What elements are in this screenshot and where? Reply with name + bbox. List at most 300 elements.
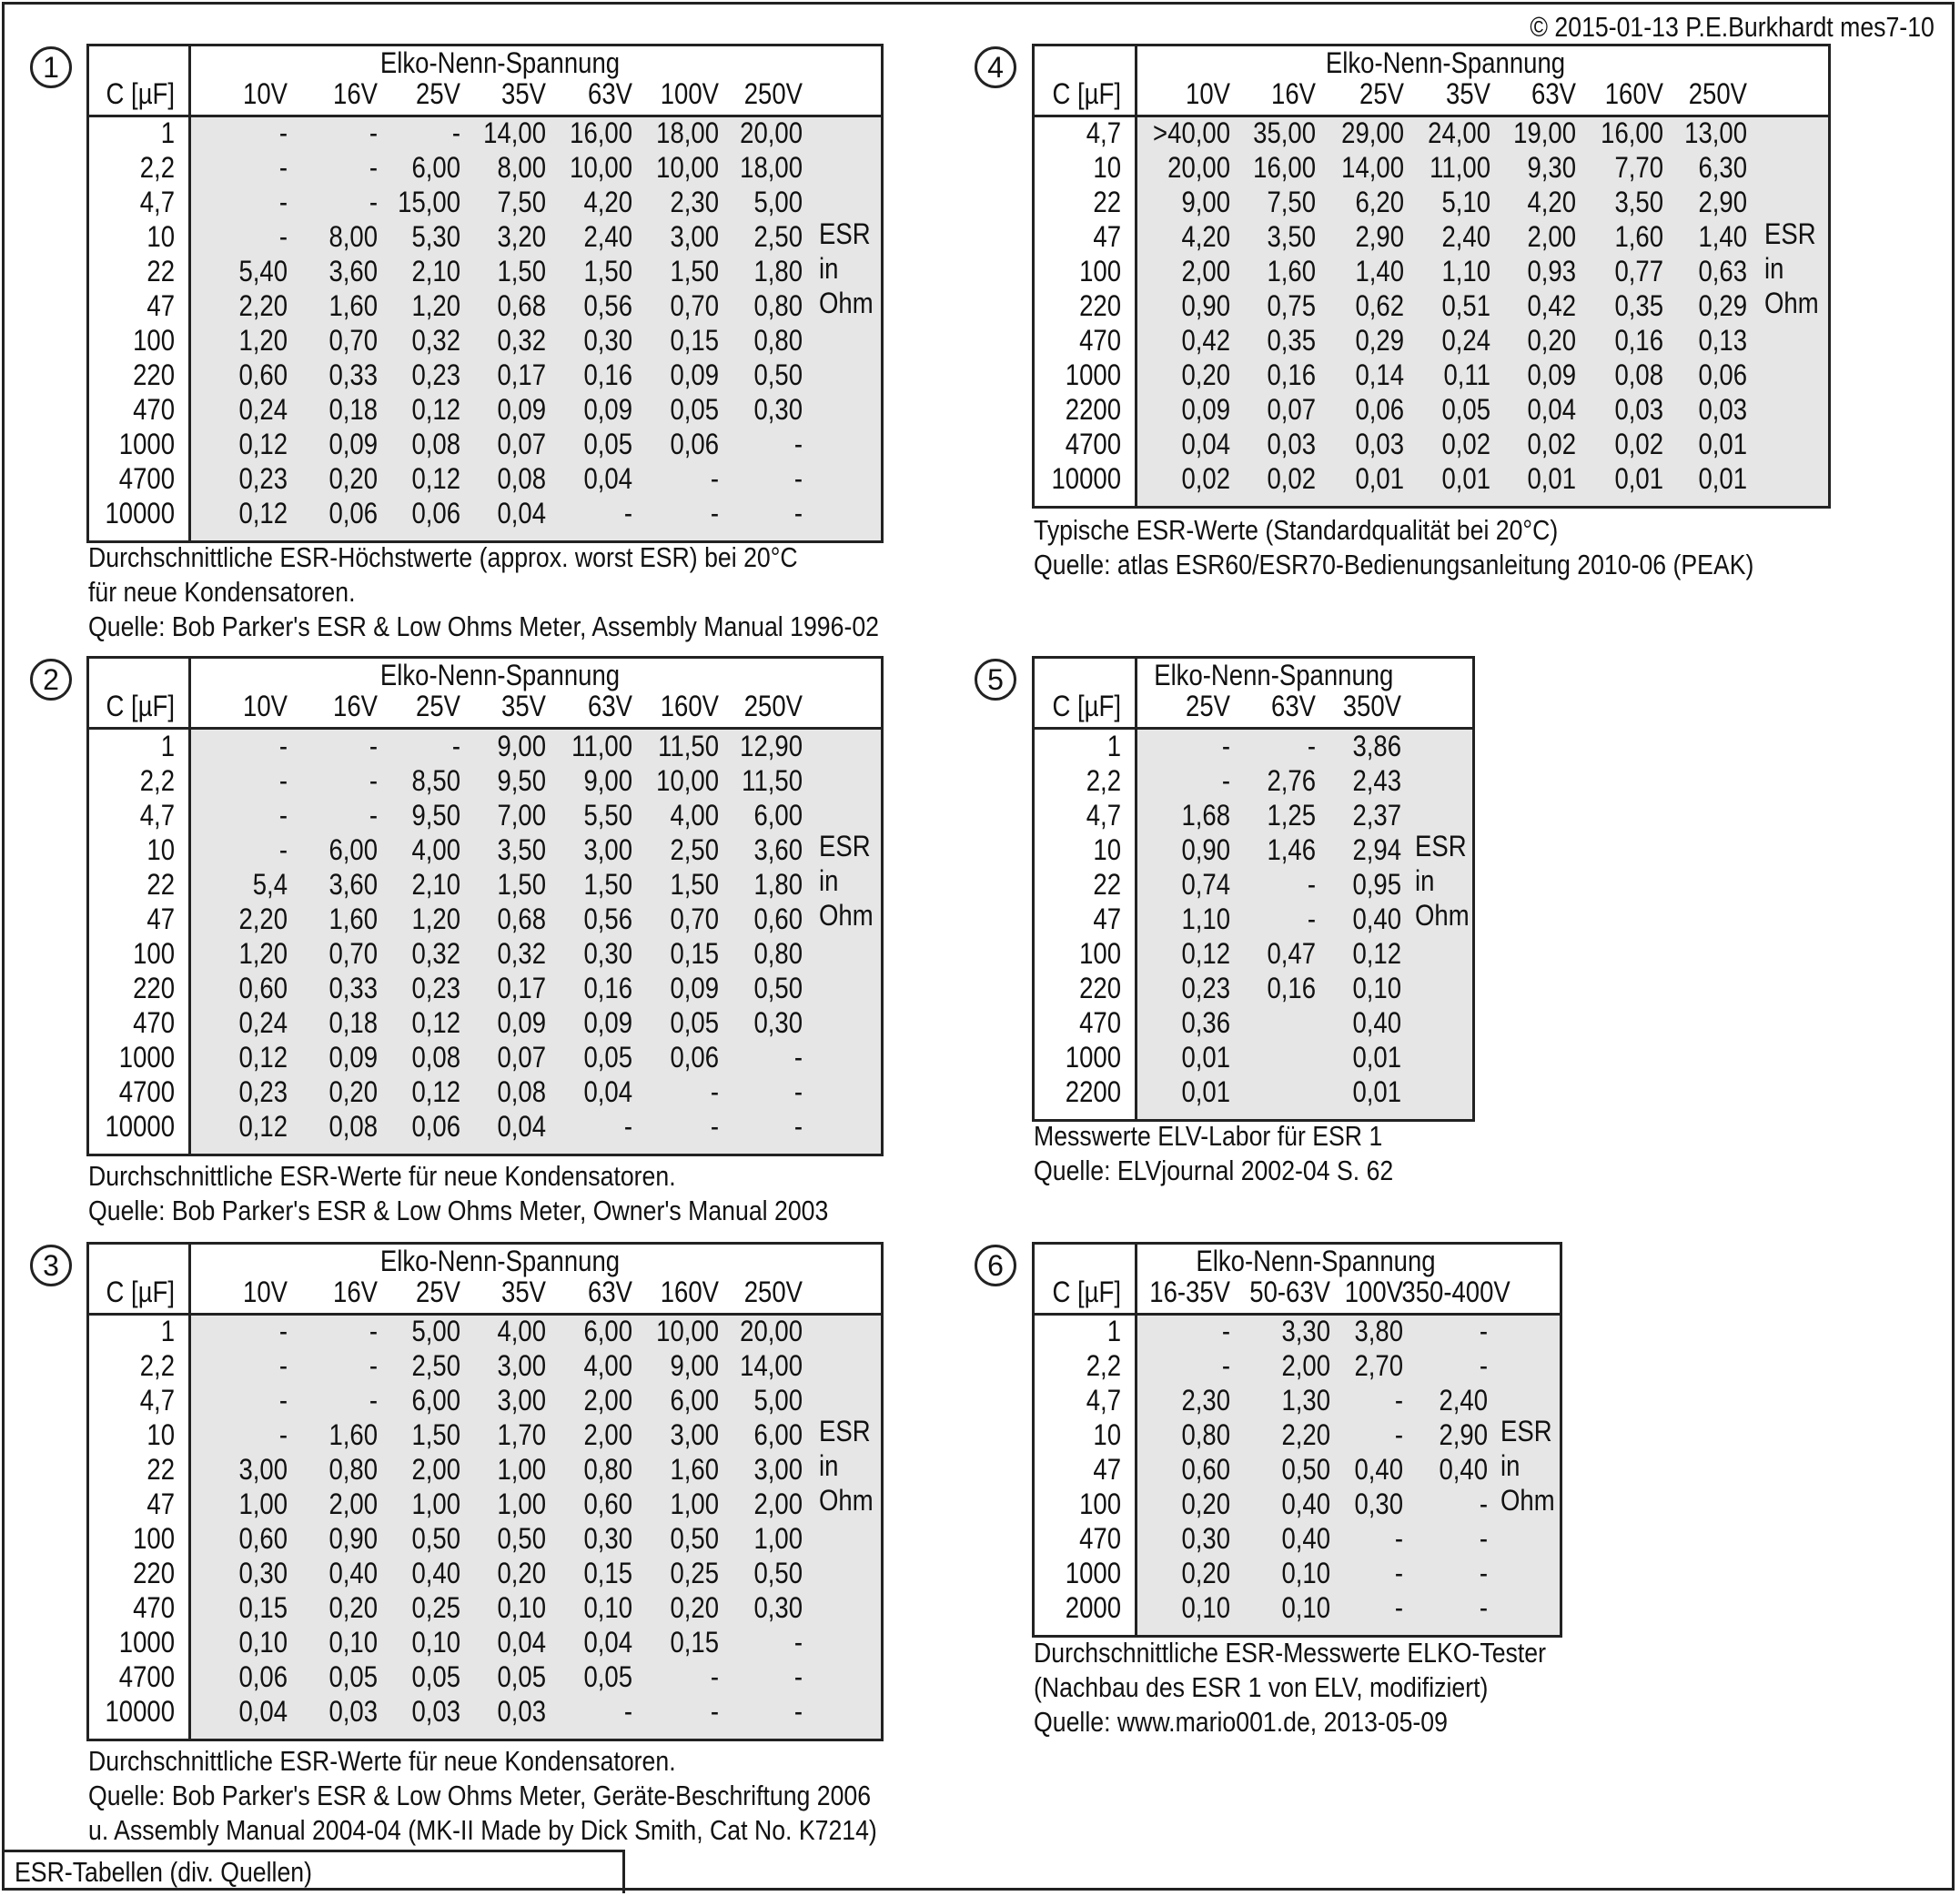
capacitance-cell: 100 bbox=[1079, 937, 1121, 970]
voltage-column-header: 50-63V bbox=[1249, 1276, 1330, 1308]
esr-value-cell: 0,06 bbox=[1698, 358, 1747, 391]
esr-value-cell: 0,18 bbox=[328, 393, 378, 426]
esr-value-cell: 1,46 bbox=[1267, 833, 1316, 866]
esr-value-cell: 1,00 bbox=[670, 1488, 719, 1520]
capacitance-cell: 1000 bbox=[118, 428, 175, 460]
esr-value-cell: - bbox=[369, 1315, 378, 1347]
esr-value-cell: 2,00 bbox=[583, 1384, 632, 1417]
esr-value-cell: 4,20 bbox=[583, 186, 632, 218]
esr-value-cell: - bbox=[278, 116, 288, 149]
unit-label: ESR bbox=[1764, 217, 1816, 250]
capacitance-cell: 2,2 bbox=[139, 1349, 175, 1382]
voltage-column-header: 16V bbox=[333, 690, 378, 722]
esr-value-cell: 0,30 bbox=[1354, 1488, 1403, 1520]
unit-label: in bbox=[1500, 1449, 1521, 1482]
esr-value-cell: 1,80 bbox=[753, 255, 803, 287]
esr-value-cell: 1,50 bbox=[670, 255, 719, 287]
esr-value-cell: 1,20 bbox=[411, 289, 460, 322]
voltage-column-header: 100V bbox=[660, 77, 719, 110]
esr-value-cell: 3,50 bbox=[1267, 220, 1316, 253]
esr-value-cell: 16,00 bbox=[1601, 116, 1663, 149]
esr-value-cell: 0,68 bbox=[497, 903, 546, 935]
esr-value-cell: 0,20 bbox=[1181, 1488, 1230, 1520]
esr-value-cell: - bbox=[278, 1384, 288, 1417]
esr-value-cell: 3,00 bbox=[497, 1384, 546, 1417]
esr-value-cell: 3,00 bbox=[238, 1453, 288, 1486]
esr-value-cell: 0,42 bbox=[1527, 289, 1576, 322]
voltage-column-header: 10V bbox=[1186, 77, 1230, 110]
esr-value-cell: 7,50 bbox=[1267, 186, 1316, 218]
esr-value-cell: 0,05 bbox=[670, 1006, 719, 1039]
voltage-group-header: Elko-Nenn-Spannung bbox=[1196, 1245, 1436, 1277]
capacitance-cell: 4,7 bbox=[1086, 799, 1121, 832]
esr-value-cell: 0,01 bbox=[1352, 1041, 1401, 1074]
capacitance-cell: 10 bbox=[1093, 151, 1121, 184]
capacitance-cell: 1000 bbox=[118, 1626, 175, 1659]
esr-value-cell: 0,12 bbox=[1181, 937, 1230, 970]
capacitance-cell: 2,2 bbox=[1086, 1349, 1121, 1382]
esr-value-cell: 0,09 bbox=[328, 428, 378, 460]
esr-value-cell: 9,50 bbox=[411, 799, 460, 832]
esr-value-cell: 0,08 bbox=[328, 1110, 378, 1143]
esr-value-cell: 0,06 bbox=[238, 1660, 288, 1693]
esr-value-cell: 1,30 bbox=[1281, 1384, 1330, 1417]
esr-value-cell: 0,40 bbox=[1281, 1522, 1330, 1555]
esr-value-cell: 1,00 bbox=[411, 1488, 460, 1520]
capacitance-cell: 4,7 bbox=[139, 186, 175, 218]
esr-value-cell: 3,50 bbox=[497, 833, 546, 866]
esr-value-cell: 0,03 bbox=[411, 1695, 460, 1728]
capacitance-cell: 4,7 bbox=[1086, 1384, 1121, 1417]
esr-value-cell: 1,60 bbox=[1614, 220, 1663, 253]
esr-value-cell: 0,74 bbox=[1181, 868, 1230, 901]
esr-value-cell: - bbox=[1479, 1557, 1488, 1589]
esr-value-cell: 0,14 bbox=[1355, 358, 1404, 391]
capacitance-cell: 4700 bbox=[118, 1075, 175, 1108]
table-number-badge: 4 bbox=[975, 46, 1016, 88]
capacitance-cell: 4,7 bbox=[1086, 116, 1121, 149]
capacitance-column-header: C [µF] bbox=[1052, 690, 1121, 722]
esr-value-cell: 0,25 bbox=[670, 1557, 719, 1589]
esr-value-cell: - bbox=[369, 116, 378, 149]
unit-label: in bbox=[1415, 864, 1435, 897]
esr-value-cell: 0,20 bbox=[670, 1591, 719, 1624]
esr-value-cell: - bbox=[1307, 903, 1316, 935]
esr-value-cell: 4,00 bbox=[497, 1315, 546, 1347]
capacitance-cell: 2,2 bbox=[139, 151, 175, 184]
voltage-column-header: 25V bbox=[1359, 77, 1404, 110]
esr-value-cell: 0,23 bbox=[1181, 972, 1230, 1004]
esr-value-cell: 0,06 bbox=[411, 497, 460, 529]
capacitance-cell: 4700 bbox=[118, 462, 175, 495]
esr-value-cell: 2,00 bbox=[1527, 220, 1576, 253]
table-caption-line: Quelle: Bob Parker's ESR & Low Ohms Meter, Geräte-Beschriftung 2006 bbox=[88, 1780, 872, 1811]
esr-value-cell: - bbox=[1479, 1591, 1488, 1624]
esr-value-cell: 0,15 bbox=[238, 1591, 288, 1624]
esr-value-cell: 0,70 bbox=[670, 289, 719, 322]
capacitance-cell: 22 bbox=[1093, 186, 1121, 218]
capacitance-cell: 47 bbox=[1093, 220, 1121, 253]
esr-value-cell: 2,90 bbox=[1355, 220, 1404, 253]
esr-value-cell: 2,30 bbox=[1181, 1384, 1230, 1417]
esr-value-cell: 0,05 bbox=[411, 1660, 460, 1693]
esr-value-cell: - bbox=[451, 730, 460, 762]
capacitance-cell: 1000 bbox=[1065, 358, 1121, 391]
esr-value-cell: 8,50 bbox=[411, 764, 460, 797]
esr-value-cell: 4,20 bbox=[1527, 186, 1576, 218]
esr-value-cell: 1,50 bbox=[497, 255, 546, 287]
esr-value-cell: 1,60 bbox=[328, 903, 378, 935]
esr-value-cell: 0,63 bbox=[1698, 255, 1747, 287]
voltage-column-header: 16V bbox=[1271, 77, 1316, 110]
table-number-badge: 3 bbox=[30, 1245, 72, 1286]
esr-value-cell: 6,00 bbox=[328, 833, 378, 866]
esr-value-cell: 0,20 bbox=[328, 1591, 378, 1624]
esr-value-cell: 0,07 bbox=[1267, 393, 1316, 426]
esr-value-cell: 0,23 bbox=[411, 972, 460, 1004]
esr-value-cell: 2,50 bbox=[411, 1349, 460, 1382]
esr-value-cell: 24,00 bbox=[1428, 116, 1490, 149]
esr-value-cell: 4,20 bbox=[1181, 220, 1230, 253]
esr-value-cell: - bbox=[278, 1418, 288, 1451]
esr-value-cell: - bbox=[1221, 730, 1230, 762]
footer-title-box bbox=[2, 1850, 625, 1893]
esr-value-cell: 0,90 bbox=[328, 1522, 378, 1555]
esr-value-cell: 0,05 bbox=[1441, 393, 1490, 426]
unit-label: ESR bbox=[819, 217, 871, 250]
esr-value-cell: 1,50 bbox=[583, 868, 632, 901]
esr-value-cell: 0,80 bbox=[753, 324, 803, 357]
capacitance-cell: 10 bbox=[1093, 833, 1121, 866]
esr-value-cell: 0,80 bbox=[328, 1453, 378, 1486]
esr-value-cell: 0,04 bbox=[583, 1075, 632, 1108]
esr-value-cell: - bbox=[1394, 1591, 1403, 1624]
esr-value-cell: 9,00 bbox=[497, 730, 546, 762]
capacitance-cell: 22 bbox=[146, 255, 175, 287]
esr-value-cell: 0,03 bbox=[1698, 393, 1747, 426]
esr-value-cell: 0,10 bbox=[1181, 1591, 1230, 1624]
esr-value-cell: 0,12 bbox=[238, 1041, 288, 1074]
esr-value-cell: 0,60 bbox=[238, 358, 288, 391]
esr-value-cell: 0,04 bbox=[1527, 393, 1576, 426]
esr-value-cell: - bbox=[1394, 1418, 1403, 1451]
esr-value-cell: 0,30 bbox=[753, 1006, 803, 1039]
esr-value-cell: 0,09 bbox=[1527, 358, 1576, 391]
esr-value-cell: 0,05 bbox=[497, 1660, 546, 1693]
esr-value-cell: 1,80 bbox=[753, 868, 803, 901]
esr-value-cell: 0,09 bbox=[583, 393, 632, 426]
capacitance-cell: 220 bbox=[133, 1557, 175, 1589]
esr-value-cell: 2,00 bbox=[328, 1488, 378, 1520]
esr-value-cell: 0,16 bbox=[1267, 358, 1316, 391]
esr-value-cell: 1,50 bbox=[411, 1418, 460, 1451]
esr-value-cell: 0,20 bbox=[1181, 1557, 1230, 1589]
voltage-column-header: 25V bbox=[1186, 690, 1230, 722]
esr-value-cell: 1,68 bbox=[1181, 799, 1230, 832]
esr-value-cell: 1,60 bbox=[1267, 255, 1316, 287]
esr-value-cell: 0,40 bbox=[1281, 1488, 1330, 1520]
esr-value-cell: 0,10 bbox=[411, 1626, 460, 1659]
esr-value-cell: 2,10 bbox=[411, 255, 460, 287]
esr-value-cell: 0,42 bbox=[1181, 324, 1230, 357]
voltage-column-header: 25V bbox=[416, 77, 460, 110]
esr-value-cell: 0,02 bbox=[1614, 428, 1663, 460]
esr-value-cell: 0,02 bbox=[1441, 428, 1490, 460]
esr-value-cell: 9,00 bbox=[583, 764, 632, 797]
esr-value-cell: 0,03 bbox=[1614, 393, 1663, 426]
voltage-column-header: 350-400V bbox=[1401, 1276, 1510, 1308]
voltage-column-header: 160V bbox=[660, 690, 719, 722]
esr-value-cell: 0,13 bbox=[1698, 324, 1747, 357]
esr-value-cell: - bbox=[451, 116, 460, 149]
esr-value-cell: 0,09 bbox=[670, 358, 719, 391]
esr-value-cell: 0,50 bbox=[753, 972, 803, 1004]
capacitance-cell: 10000 bbox=[105, 497, 175, 529]
esr-value-cell: 2,00 bbox=[411, 1453, 460, 1486]
esr-value-cell: 2,37 bbox=[1352, 799, 1401, 832]
esr-value-cell: 0,50 bbox=[411, 1522, 460, 1555]
esr-value-cell: 0,50 bbox=[1281, 1453, 1330, 1486]
esr-value-cell: 0,32 bbox=[497, 324, 546, 357]
esr-value-cell: 11,00 bbox=[571, 730, 632, 762]
table-caption-line: u. Assembly Manual 2004-04 (MK-II Made by Dick Smith, Cat No. K7214) bbox=[88, 1814, 877, 1846]
capacitance-cell: 1 bbox=[1106, 730, 1121, 762]
table-number-badge: 6 bbox=[975, 1245, 1016, 1286]
esr-value-cell: 0,50 bbox=[753, 358, 803, 391]
esr-value-cell: 11,50 bbox=[742, 764, 803, 797]
esr-value-cell: - bbox=[793, 1695, 803, 1728]
voltage-column-header: 16-35V bbox=[1149, 1276, 1230, 1308]
esr-value-cell: 29,00 bbox=[1341, 116, 1404, 149]
esr-value-cell: 0,60 bbox=[238, 1522, 288, 1555]
esr-value-cell: 0,30 bbox=[238, 1557, 288, 1589]
esr-value-cell: 0,35 bbox=[1614, 289, 1663, 322]
voltage-group-header: Elko-Nenn-Spannung bbox=[1154, 659, 1394, 691]
esr-value-cell: - bbox=[1221, 764, 1230, 797]
esr-value-cell: 0,10 bbox=[238, 1626, 288, 1659]
esr-value-cell: 1,00 bbox=[497, 1453, 546, 1486]
unit-label: Ohm bbox=[1415, 899, 1470, 932]
esr-value-cell: - bbox=[278, 764, 288, 797]
esr-value-cell: 9,30 bbox=[1527, 151, 1576, 184]
esr-value-cell: 0,04 bbox=[238, 1695, 288, 1728]
esr-value-cell: 0,01 bbox=[1698, 428, 1747, 460]
esr-value-cell: 3,50 bbox=[1614, 186, 1663, 218]
esr-value-cell: 0,07 bbox=[497, 428, 546, 460]
esr-value-cell: 2,90 bbox=[1439, 1418, 1488, 1451]
esr-value-cell: 0,30 bbox=[583, 937, 632, 970]
esr-value-cell: 6,00 bbox=[583, 1315, 632, 1347]
esr-value-cell: 3,00 bbox=[583, 833, 632, 866]
esr-value-cell: 1,20 bbox=[411, 903, 460, 935]
esr-value-cell: 0,12 bbox=[411, 393, 460, 426]
table-number-badge: 1 bbox=[30, 46, 72, 88]
capacitance-cell: 470 bbox=[133, 393, 175, 426]
capacitance-cell: 10 bbox=[146, 1418, 175, 1451]
esr-value-cell: 5,4 bbox=[252, 868, 288, 901]
capacitance-cell: 47 bbox=[1093, 1453, 1121, 1486]
esr-value-cell: 19,00 bbox=[1513, 116, 1576, 149]
esr-value-cell: 0,62 bbox=[1355, 289, 1404, 322]
esr-value-cell: - bbox=[278, 833, 288, 866]
esr-value-cell: - bbox=[793, 497, 803, 529]
esr-value-cell: 0,03 bbox=[1355, 428, 1404, 460]
unit-label: in bbox=[819, 252, 839, 285]
esr-value-cell: 0,25 bbox=[411, 1591, 460, 1624]
esr-value-cell: 1,10 bbox=[1441, 255, 1490, 287]
esr-value-cell: - bbox=[623, 1695, 632, 1728]
esr-value-cell: 2,00 bbox=[583, 1418, 632, 1451]
esr-value-cell: 0,01 bbox=[1181, 1041, 1230, 1074]
capacitance-cell: 470 bbox=[133, 1591, 175, 1624]
esr-value-cell: 2,20 bbox=[238, 903, 288, 935]
esr-value-cell: 0,36 bbox=[1181, 1006, 1230, 1039]
esr-value-cell: 3,80 bbox=[1354, 1315, 1403, 1347]
voltage-column-header: 16V bbox=[333, 77, 378, 110]
esr-value-cell: 0,12 bbox=[1352, 937, 1401, 970]
voltage-column-header: 63V bbox=[1531, 77, 1576, 110]
esr-value-cell: 0,10 bbox=[1281, 1591, 1330, 1624]
esr-value-cell: 1,00 bbox=[753, 1522, 803, 1555]
esr-value-cell: 5,00 bbox=[753, 1384, 803, 1417]
esr-value-cell: 0,09 bbox=[328, 1041, 378, 1074]
esr-value-cell: 0,24 bbox=[238, 393, 288, 426]
esr-value-cell: 3,86 bbox=[1352, 730, 1401, 762]
esr-value-cell: 12,90 bbox=[740, 730, 803, 762]
esr-value-cell: 2,10 bbox=[411, 868, 460, 901]
esr-value-cell: - bbox=[710, 1695, 719, 1728]
unit-label: ESR bbox=[819, 1415, 871, 1447]
esr-value-cell: 1,70 bbox=[497, 1418, 546, 1451]
esr-value-cell: 3,60 bbox=[328, 868, 378, 901]
esr-value-cell: 0,23 bbox=[238, 1075, 288, 1108]
capacitance-cell: 220 bbox=[133, 358, 175, 391]
esr-value-cell: 2,90 bbox=[1698, 186, 1747, 218]
esr-value-cell: - bbox=[1479, 1522, 1488, 1555]
capacitance-cell: 22 bbox=[146, 1453, 175, 1486]
capacitance-cell: 4700 bbox=[118, 1660, 175, 1693]
esr-value-cell: 0,01 bbox=[1181, 1075, 1230, 1108]
esr-value-cell: 10,00 bbox=[656, 1315, 719, 1347]
esr-value-cell: - bbox=[278, 799, 288, 832]
capacitance-cell: 10000 bbox=[105, 1695, 175, 1728]
esr-value-cell: 3,00 bbox=[753, 1453, 803, 1486]
table-caption-line: für neue Kondensatoren. bbox=[88, 576, 356, 608]
esr-value-cell: 0,70 bbox=[328, 324, 378, 357]
voltage-column-header: 35V bbox=[501, 77, 546, 110]
capacitance-cell: 1000 bbox=[118, 1041, 175, 1074]
esr-value-cell: 0,09 bbox=[497, 1006, 546, 1039]
esr-value-cell: 5,30 bbox=[411, 220, 460, 253]
capacitance-cell: 4,7 bbox=[139, 1384, 175, 1417]
esr-value-cell: 5,00 bbox=[411, 1315, 460, 1347]
esr-value-cell: 1,20 bbox=[238, 937, 288, 970]
esr-value-cell: 2,50 bbox=[670, 833, 719, 866]
esr-value-cell: 0,01 bbox=[1614, 462, 1663, 495]
esr-value-cell: 0,29 bbox=[1698, 289, 1747, 322]
esr-value-cell: 0,16 bbox=[583, 972, 632, 1004]
unit-label: Ohm bbox=[1500, 1484, 1555, 1517]
unit-label: in bbox=[1764, 252, 1784, 285]
esr-value-cell: - bbox=[369, 186, 378, 218]
esr-value-cell: 0,01 bbox=[1698, 462, 1747, 495]
esr-value-cell: 0,60 bbox=[753, 903, 803, 935]
capacitance-cell: 470 bbox=[1079, 1522, 1121, 1555]
capacitance-cell: 100 bbox=[1079, 255, 1121, 287]
esr-value-cell: 2,76 bbox=[1267, 764, 1316, 797]
voltage-column-header: 100V bbox=[1344, 1276, 1403, 1308]
esr-value-cell: 0,40 bbox=[411, 1557, 460, 1589]
esr-value-cell: 0,06 bbox=[670, 1041, 719, 1074]
esr-value-cell: 6,00 bbox=[753, 1418, 803, 1451]
esr-value-cell: 0,20 bbox=[328, 1075, 378, 1108]
capacitance-column-header: C [µF] bbox=[106, 690, 175, 722]
esr-value-cell: - bbox=[369, 1349, 378, 1382]
esr-value-cell: - bbox=[710, 1660, 719, 1693]
esr-value-cell: 0,20 bbox=[1527, 324, 1576, 357]
esr-value-cell: 0,60 bbox=[238, 972, 288, 1004]
capacitance-cell: 2200 bbox=[1065, 393, 1121, 426]
esr-value-cell: 0,05 bbox=[583, 1660, 632, 1693]
capacitance-cell: 100 bbox=[133, 324, 175, 357]
footer-title: ESR-Tabellen (div. Quellen) bbox=[15, 1856, 312, 1888]
voltage-column-header: 250V bbox=[743, 690, 803, 722]
esr-value-cell: 0,30 bbox=[753, 1591, 803, 1624]
esr-value-cell: 0,02 bbox=[1181, 462, 1230, 495]
esr-value-cell: 8,00 bbox=[497, 151, 546, 184]
esr-value-cell: - bbox=[369, 1384, 378, 1417]
esr-value-cell: 0,10 bbox=[583, 1591, 632, 1624]
esr-value-cell: - bbox=[710, 1110, 719, 1143]
esr-value-cell: 0,09 bbox=[583, 1006, 632, 1039]
esr-value-cell: 2,20 bbox=[238, 289, 288, 322]
esr-value-cell: - bbox=[1479, 1315, 1488, 1347]
esr-value-cell: 0,04 bbox=[1181, 428, 1230, 460]
esr-value-cell: 20,00 bbox=[740, 1315, 803, 1347]
esr-value-cell: 1,60 bbox=[328, 289, 378, 322]
table-caption-line: Quelle: Bob Parker's ESR & Low Ohms Meter, Owner's Manual 2003 bbox=[88, 1195, 829, 1226]
esr-value-cell: 0,20 bbox=[497, 1557, 546, 1589]
voltage-column-header: 160V bbox=[1604, 77, 1663, 110]
esr-value-cell: 0,05 bbox=[583, 428, 632, 460]
esr-value-cell: 1,40 bbox=[1698, 220, 1747, 253]
esr-value-cell: 0,12 bbox=[411, 1006, 460, 1039]
esr-value-cell: 6,20 bbox=[1355, 186, 1404, 218]
esr-value-cell: 0,50 bbox=[497, 1522, 546, 1555]
esr-value-cell: 15,00 bbox=[398, 186, 460, 218]
esr-value-cell: 0,08 bbox=[411, 1041, 460, 1074]
capacitance-cell: 4700 bbox=[1065, 428, 1121, 460]
esr-value-cell: 1,00 bbox=[238, 1488, 288, 1520]
esr-value-cell: 0,17 bbox=[497, 972, 546, 1004]
voltage-group-header: Elko-Nenn-Spannung bbox=[379, 659, 621, 691]
capacitance-cell: 220 bbox=[1079, 289, 1121, 322]
esr-value-cell: 4,00 bbox=[583, 1349, 632, 1382]
esr-value-cell: 14,00 bbox=[1341, 151, 1404, 184]
esr-value-cell: 0,04 bbox=[497, 497, 546, 529]
esr-value-cell: 0,50 bbox=[753, 1557, 803, 1589]
esr-value-cell: 0,10 bbox=[497, 1591, 546, 1624]
esr-value-cell: 2,00 bbox=[1181, 255, 1230, 287]
esr-value-cell: 18,00 bbox=[740, 151, 803, 184]
voltage-column-header: 16V bbox=[333, 1276, 378, 1308]
esr-value-cell: 0,04 bbox=[583, 462, 632, 495]
table-caption-line: Messwerte ELV-Labor für ESR 1 bbox=[1034, 1120, 1383, 1152]
table-caption-line: Durchschnittliche ESR-Messwerte ELKO-Tester bbox=[1034, 1637, 1547, 1669]
esr-value-cell: - bbox=[793, 1626, 803, 1659]
esr-value-cell: 6,30 bbox=[1698, 151, 1747, 184]
esr-value-cell: 13,00 bbox=[1684, 116, 1747, 149]
